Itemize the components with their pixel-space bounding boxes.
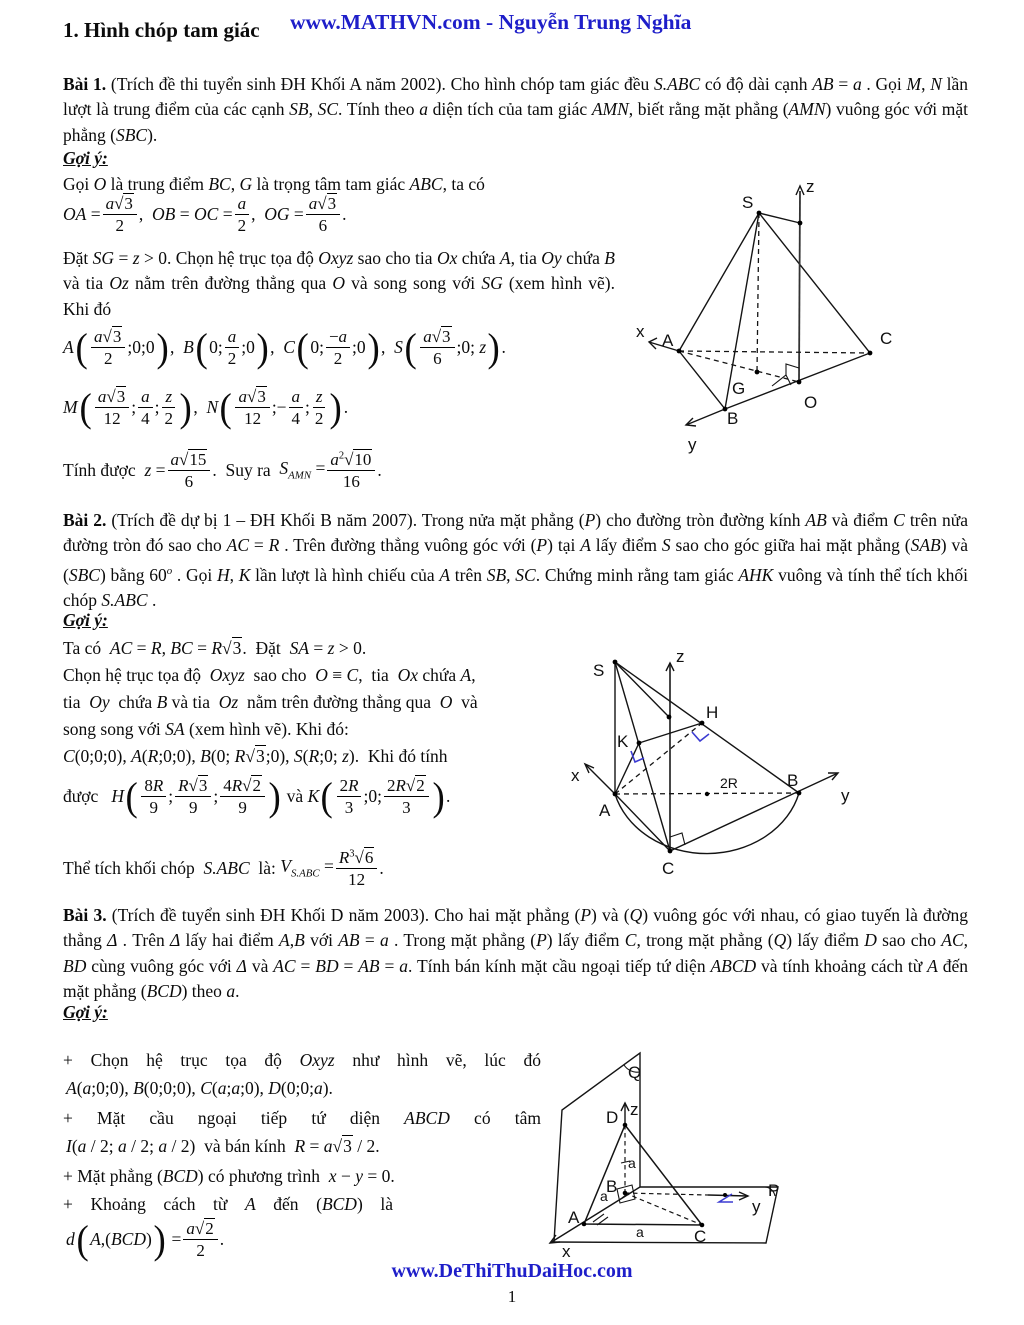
solid-edges xyxy=(585,662,838,851)
plane-label-Q: Q xyxy=(628,1063,642,1082)
fraction: $\frac{a√3}{6}$ xyxy=(306,193,340,237)
axis-label-z: z xyxy=(630,1100,639,1119)
point-label-B: B xyxy=(606,1177,618,1196)
b2-line5: C(0;0;0), A(R;0;0), B(0; R√3;0), S(R;0; z). Khi đó tính xyxy=(63,746,448,766)
point-label-A: A xyxy=(662,331,674,350)
axis-arrows xyxy=(649,186,804,426)
right-angle-mark-C xyxy=(670,833,685,845)
point-label-D: D xyxy=(606,1108,619,1127)
point-label-C: C xyxy=(880,329,893,348)
point-label-B: B xyxy=(787,771,799,790)
fraction: $\frac{a}{4}$ xyxy=(138,386,153,430)
problem-3-statement xyxy=(63,903,968,1005)
big-paren: ( xyxy=(79,384,92,430)
problem-2-label: Bài 2. xyxy=(63,510,107,530)
big-paren: ( xyxy=(125,773,138,819)
fraction: $\frac{a}{4}$ xyxy=(289,386,304,430)
axis-label-y: y xyxy=(752,1197,761,1216)
point-label-C: C xyxy=(694,1227,707,1246)
fraction: $\frac{a√3}{6}$ xyxy=(420,326,454,370)
problem-3-text: (Trích đề tuyển sinh ĐH Khối D năm 2003). Cho hai mặt phẳng (P) và (Q) vuông góc với nhau, có giao tuyến là đường thẳng Δ . Trên Δ lấy hai điểm A,B với AB = a . Trong mặt phẳng (P) lấy điểm C, trong mặt phẳng (Q) lấy điểm D sao cho AC, BD cùng vuông góc với Δ và AC = BD = AB = a. Tính bán kính mặt cầu ngoại tiếp tứ diện ABCD và tính khoảng cách từ A đến mặt phẳng (BCD) theo a. xyxy=(63,905,969,1002)
b1-solution-para2: Đặt SG = z > 0. Chọn hệ trục tọa độ Oxyz sao cho tia Ox chứa A, tia Oy chứa B và tia Oz nằm trên đường thẳng qua O và song song với SG (xem hình vẽ). Khi đó xyxy=(63,248,615,319)
formula-volume: Thể tích khối chóp S.ABC là: $V_{S.ABC}$ = $\frac{R^3√6}{12}$ . xyxy=(63,848,384,890)
b2-line2: Chọn hệ trục tọa độ Oxyz sao cho O ≡ C, tia Ox chứa A, xyxy=(63,665,476,685)
formula-z-and-area: Tính được z = $\frac{a√15}{6}$ . Suy ra $S_{AMN}$ = $\frac{a^2√10}{16}$ . xyxy=(63,450,382,492)
point-label-K: K xyxy=(617,732,629,751)
b3-line2: A(a;0;0), B(0;0;0), C(a;a;0), D(0;0;a). xyxy=(66,1078,333,1098)
big-paren: ) xyxy=(156,324,169,370)
big-paren: ) xyxy=(268,773,281,819)
formula-coordinates-abcs: A ( $\frac{a√3}{2}$ ;0;0 ) , B ( 0; $\frac{a}{2}$ ;0 ) , C ( 0; $\frac{-a}{2}$ ;0 ) , S ( $\frac{a√3}{6}$ ;0; z ) . xyxy=(63,324,506,370)
big-paren: ( xyxy=(75,324,88,370)
big-paren: ) xyxy=(256,324,269,370)
problem-1-text: (Trích đề thi tuyển sinh ĐH Khối A năm 2002). Cho hình chóp tam giác đều S.ABC có độ dài cạnh AB = a . Gọi M, N lần lượt là trung điểm của các cạnh SB, SC. Tính theo a diện tích của tam giác AMN, biết rằng mặt phẳng (AMN) vuông góc với mặt phẳng (SBC). xyxy=(63,74,969,145)
b3-line1: + Chọn hệ trục tọa độ Oxyz như hình vẽ, lúc đó xyxy=(63,1050,541,1070)
axis-label-x: x xyxy=(636,322,645,341)
problem-2-statement xyxy=(63,508,968,613)
fraction: $\frac{4R√2}{9}$ xyxy=(220,775,265,819)
problem-1-label: Bài 1. xyxy=(63,74,107,94)
point-dots xyxy=(677,211,873,412)
axis-label-y: y xyxy=(688,435,697,454)
b1-solution-line1: Gọi O là trung điểm BC, G là trọng tâm tam giác ABC, ta có xyxy=(63,174,485,194)
fraction: $\frac{z}{2}$ xyxy=(162,386,177,430)
big-paren: ( xyxy=(296,324,309,370)
b2-line1: Ta có AC = R, BC = R√3. Đặt SA = z > 0. xyxy=(63,638,367,658)
segment-label-a-AC: a xyxy=(636,1224,644,1240)
big-paren: ( xyxy=(219,384,232,430)
fraction: $\frac{a^2√10}{16}$ xyxy=(327,449,375,493)
b3-line6: + Khoảng cách từ A đến (BCD) là xyxy=(63,1194,393,1214)
fraction: $\frac{8R}{9}$ xyxy=(141,775,166,819)
plane-label-P: P xyxy=(768,1181,780,1200)
b3-line5: + Mặt phẳng (BCD) có phương trình x − y = 0. xyxy=(63,1166,395,1186)
fraction: $\frac{a√3}{12}$ xyxy=(235,386,269,430)
figure-pyramid-sabc xyxy=(620,172,925,464)
point-label-C: C xyxy=(662,859,675,878)
big-paren: ) xyxy=(367,324,380,370)
delta-line xyxy=(550,1187,640,1243)
figure-planes-pq-abcd xyxy=(548,1045,984,1260)
big-paren: ( xyxy=(404,324,417,370)
fraction: $\frac{z}{2}$ xyxy=(312,386,327,430)
point-label-A: A xyxy=(599,801,611,820)
point-label-H: H xyxy=(706,703,719,722)
figure-halfcircle-sabc xyxy=(565,648,865,883)
b3-line4: I(a / 2; a / 2; a / 2) và bán kính R = a√3 / 2. xyxy=(66,1136,380,1156)
b2-line4: song song với SA (xem hình vẽ). Khi đó: xyxy=(63,719,349,739)
z-axis xyxy=(799,191,800,382)
segment-label-a-DB: a xyxy=(628,1155,636,1171)
fraction: $\frac{R√3}{9}$ xyxy=(175,775,211,819)
fraction: $\frac{2R√2}{3}$ xyxy=(384,775,429,819)
plane-outlines xyxy=(550,1053,778,1243)
site-header-link: www.MATHVN.com - Nguyễn Trung Nghĩa xyxy=(290,10,692,34)
big-paren: ) xyxy=(153,1216,166,1262)
axis-label-y: y xyxy=(841,786,850,805)
fraction: $\frac{a√3}{2}$ xyxy=(91,326,125,370)
fraction: $\frac{a√3}{2}$ xyxy=(103,193,137,237)
axis-label-z: z xyxy=(806,177,815,196)
fraction: $\frac{a√15}{6}$ xyxy=(168,449,211,493)
big-paren: ) xyxy=(432,773,445,819)
hint-label-1: Gợi ý: xyxy=(63,148,108,168)
segment-label-2R: 2R xyxy=(720,775,738,791)
point-label-A: A xyxy=(568,1208,580,1227)
fraction: $\frac{R^3√6}{12}$ xyxy=(336,847,378,891)
big-paren: ( xyxy=(195,324,208,370)
point-label-S: S xyxy=(742,193,754,212)
footer-url: www.DeThiThuDaiHoc.com xyxy=(391,1260,633,1282)
segment-label-a-AB: a xyxy=(600,1188,608,1204)
big-paren: ) xyxy=(487,324,500,370)
formula-coordinates-mn: M ( $\frac{a√3}{12}$ ; $\frac{a}{4}$ ; $\frac{z}{2}$ ) , N ( $\frac{a√3}{12}$ ;− $\frac{a}{4}$ ; $\frac{z}{2}$ ) . xyxy=(63,384,349,430)
x-arrowhead xyxy=(550,1235,560,1243)
fraction: $\frac{a√3}{12}$ xyxy=(95,386,129,430)
problem-2-text: (Trích đề dự bị 1 – ĐH Khối B năm 2007). Trong nửa mặt phẳng (P) cho đường tròn đường kính AB và điểm C trên nửa đường tròn đó sao cho AC = R . Trên đường thẳng vuông góc với (P) tại A lấy điểm S sao cho góc giữa hai mặt phẳng (SAB) và (SBC) bằng 60$^o$ . Gọi H, K lần lượt là hình chiếu của A trên SB, SC. Chứng minh rằng tam giác AHK vuông và tính thể tích khối chóp S.ABC . xyxy=(63,510,968,611)
pyramid-edges xyxy=(679,213,870,409)
hint-label-2: Gợi ý: xyxy=(63,610,108,630)
point-label-O: O xyxy=(804,393,818,412)
fraction: $\frac{2R}{3}$ xyxy=(337,775,362,819)
b2-line3: tia Oy chứa B và tia Oz nằm trên đường thẳng qua O và xyxy=(63,692,478,712)
right-angle-mark-H xyxy=(692,732,709,741)
formula-radii: OA = $\frac{a√3}{2}$ , OB = OC = $\frac{a}{2}$ , OG = $\frac{a√3}{6}$ . xyxy=(63,194,347,236)
page-number: 1 xyxy=(507,1287,517,1306)
big-paren: ) xyxy=(179,384,192,430)
big-paren: ) xyxy=(329,384,343,430)
b3-line3: + Mặt cầu ngoại tiếp tứ diện ABCD có tâm xyxy=(63,1108,541,1128)
big-paren: ( xyxy=(76,1216,89,1262)
hint-label-3: Gợi ý: xyxy=(63,1002,108,1022)
axis-label-x: x xyxy=(571,766,580,785)
page-title: 1. Hình chóp tam giác xyxy=(63,18,260,42)
point-label-B: B xyxy=(727,409,739,428)
formula-h-k: được H ( $\frac{8R}{9}$ ; $\frac{R√3}{9}$ ; $\frac{4R√2}{9}$ ) và K ( $\frac{2R}{3}$ ;0; $\frac{2R√2}{3}$ ) . xyxy=(63,773,451,819)
problem-1-statement xyxy=(63,72,968,148)
tetrahedron-edges xyxy=(584,1125,702,1225)
big-paren: ( xyxy=(320,773,334,819)
axis-label-z: z xyxy=(676,647,685,666)
point-label-S: S xyxy=(593,661,605,680)
hidden-edges-dashed xyxy=(679,213,870,382)
fraction: $\frac{-a}{2}$ xyxy=(326,326,350,370)
problem-3-label: Bài 3. xyxy=(63,905,107,925)
fraction: $\frac{a}{2}$ xyxy=(225,326,240,370)
fraction: $\frac{a√2}{2}$ xyxy=(183,1218,217,1262)
axis-label-x: x xyxy=(562,1242,571,1261)
formula-distance: d ( A,(BCD) ) = $\frac{a√2}{2}$ . xyxy=(66,1216,225,1262)
point-label-G: G xyxy=(732,379,746,398)
fraction: $\frac{a}{2}$ xyxy=(235,193,250,237)
